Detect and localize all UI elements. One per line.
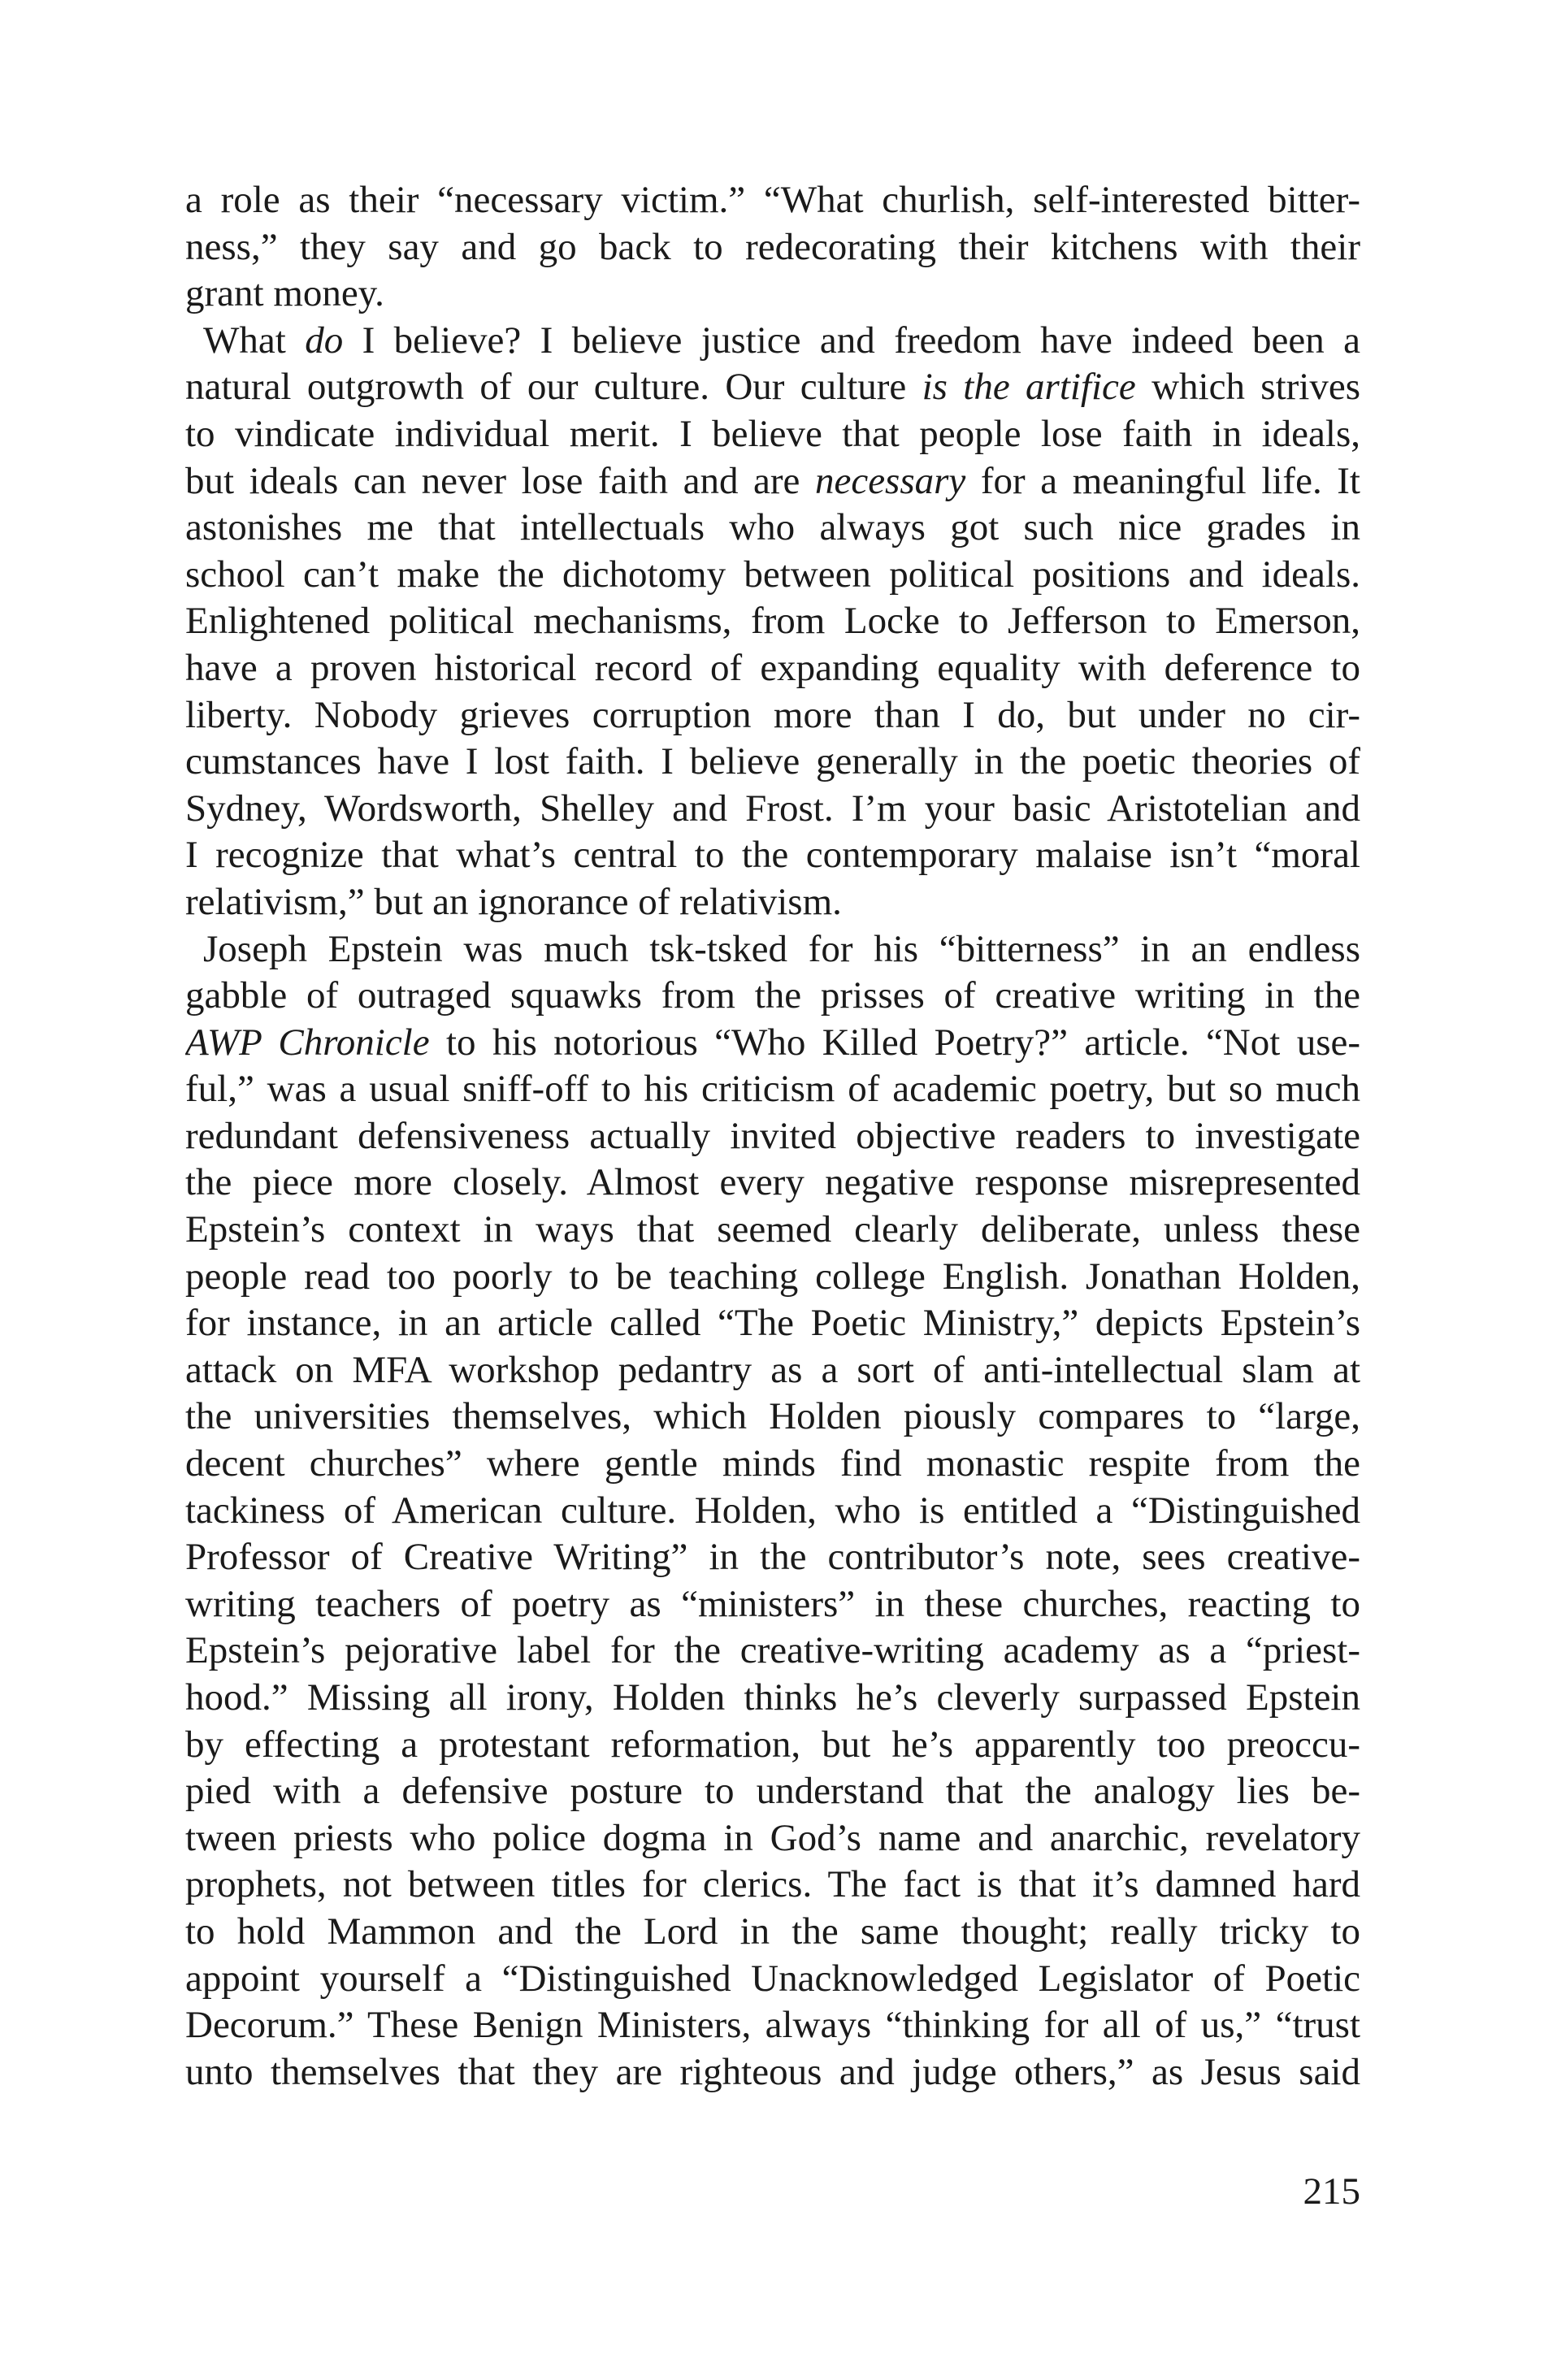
text-line <box>185 1956 1360 2003</box>
text-line <box>185 1254 1360 1301</box>
text-segment: tackiness of American culture. Holden, who is entitled a “Distinguished <box>185 1489 1360 1532</box>
body-text <box>185 177 1360 2096</box>
text-line <box>185 1300 1360 1347</box>
text-line <box>185 1581 1360 1628</box>
text-segment: Epstein’s pejorative label for the creative-writing academy as a “priest- <box>185 1629 1360 1672</box>
text-line <box>185 318 1360 365</box>
italic-text: do <box>305 319 344 362</box>
text-line <box>185 879 1360 926</box>
text-segment: Joseph Epstein was much tsk-tsked for his “bitterness” in an endless <box>203 927 1360 970</box>
text-segment: for instance, in an article called “The Poetic Ministry,” depicts Epstein’s <box>185 1302 1360 1345</box>
text-line <box>185 177 1360 224</box>
text-segment: liberty. Nobody grieves corruption more than I do, but under no cir- <box>185 693 1360 736</box>
text-segment: gabble of outraged squawks from the prisses of creative writing in the <box>185 974 1360 1017</box>
text-line <box>185 505 1360 552</box>
text-segment: natural outgrowth of our culture. Our culture <box>185 366 922 409</box>
text-segment: writing teachers of poetry as “ministers” in these churches, reacting to <box>185 1582 1360 1625</box>
text-line <box>185 2002 1360 2049</box>
text-line <box>185 1160 1360 1207</box>
text-line <box>185 1066 1360 1113</box>
text-line <box>185 1020 1360 1067</box>
text-segment: a role as their “necessary victim.” “What churlish, self-interested bitter- <box>185 179 1360 221</box>
text-line <box>185 1113 1360 1160</box>
text-segment: attack on MFA workshop pedantry as a sort of anti-intellectual slam at <box>185 1348 1360 1391</box>
text-segment: have a proven historical record of expanding equality with deference to <box>185 646 1360 689</box>
text-line <box>185 1534 1360 1581</box>
text-segment: redundant defensiveness actually invited objective readers to investigate <box>185 1114 1360 1157</box>
text-line <box>185 364 1360 411</box>
text-line <box>185 926 1360 973</box>
text-segment: Sydney, Wordsworth, Shelley and Frost. I’m your basic Aristotelian and <box>185 787 1360 830</box>
text-segment: I believe? I believe justice and freedom have indeed been a <box>343 319 1360 362</box>
text-segment: which strives <box>1135 366 1360 409</box>
text-line <box>185 458 1360 505</box>
text-line <box>185 552 1360 599</box>
text-line <box>185 692 1360 739</box>
text-segment: prophets, not between titles for clerics. The fact is that it’s damned hard <box>185 1863 1360 1906</box>
text-line <box>185 1675 1360 1722</box>
text-segment: to vindicate individual merit. I believe that people lose faith in ideals, <box>185 412 1360 455</box>
text-line <box>185 411 1360 458</box>
text-line <box>185 786 1360 833</box>
text-segment: people read too poorly to be teaching college English. Jonathan Holden, <box>185 1255 1360 1298</box>
text-segment: relativism,” but an ignorance of relativism. <box>185 880 842 923</box>
text-line <box>185 224 1360 271</box>
text-line <box>185 1488 1360 1535</box>
text-segment: decent churches” where gentle minds find monastic respite from the <box>185 1442 1360 1485</box>
text-line <box>185 832 1360 879</box>
text-line <box>185 645 1360 692</box>
text-segment: What <box>203 319 306 362</box>
text-segment: appoint yourself a “Distinguished Unacknowledged Legislator of Poetic <box>185 1957 1360 2000</box>
text-line <box>185 973 1360 1020</box>
text-segment: cumstances have I lost faith. I believe generally in the poetic theories of <box>185 740 1360 783</box>
text-line <box>185 1768 1360 1815</box>
text-segment: ness,” they say and go back to redecorating their kitchens with their <box>185 225 1360 268</box>
text-segment: by effecting a protestant reformation, but he’s apparently too preoccu- <box>185 1723 1360 1766</box>
page-number: 215 <box>1303 2170 1360 2213</box>
text-segment: Enlightened political mechanisms, from Locke to Jefferson to Emerson, <box>185 600 1360 643</box>
text-segment: Epstein’s context in ways that seemed clearly deliberate, unless these <box>185 1208 1360 1251</box>
text-segment: unto themselves that they are righteous and judge others,” as Jesus said <box>185 2050 1360 2093</box>
text-segment: to his notorious “Who Killed Poetry?” article. “Not use- <box>429 1021 1360 1064</box>
text-segment: I recognize that what’s central to the contemporary malaise isn’t “moral <box>185 834 1360 877</box>
text-line <box>185 598 1360 645</box>
text-line <box>185 1909 1360 1956</box>
text-line <box>185 2049 1360 2096</box>
text-line <box>185 1207 1360 1254</box>
text-segment: for a meaningful life. It <box>965 459 1360 502</box>
text-line <box>185 1862 1360 1909</box>
text-segment: the universities themselves, which Holden piously compares to “large, <box>185 1395 1360 1438</box>
text-segment: Professor of Creative Writing” in the contributor’s note, sees creative- <box>185 1536 1360 1579</box>
text-line <box>185 1441 1360 1488</box>
text-line <box>185 739 1360 786</box>
text-line <box>185 1347 1360 1394</box>
text-segment: to hold Mammon and the Lord in the same thought; really tricky to <box>185 1910 1360 1953</box>
italic-text: necessary <box>814 459 966 502</box>
text-line <box>185 1815 1360 1862</box>
text-segment: ful,” was a usual sniff-off to his criticism of academic poetry, but so much <box>185 1068 1360 1111</box>
text-line <box>185 271 1360 318</box>
italic-text: AWP Chronicle <box>185 1021 430 1064</box>
text-segment: hood.” Missing all irony, Holden thinks he’s cleverly surpassed Epstein <box>185 1676 1360 1719</box>
text-line <box>185 1722 1360 1769</box>
text-segment: but ideals can never lose faith and are <box>185 459 815 502</box>
text-segment: astonishes me that intellectuals who always got such nice grades in <box>185 506 1360 549</box>
text-segment: school can’t make the dichotomy between political positions and ideals. <box>185 553 1360 596</box>
text-segment: grant money. <box>185 272 384 315</box>
text-line <box>185 1394 1360 1441</box>
text-segment: the piece more closely. Almost every negative response misrepresented <box>185 1161 1360 1204</box>
text-segment: Decorum.” These Benign Ministers, always “thinking for all of us,” “trust <box>185 2004 1360 2047</box>
text-line <box>185 1628 1360 1675</box>
text-segment: pied with a defensive posture to understand that the analogy lies be- <box>185 1770 1360 1813</box>
italic-text: is the artifice <box>922 366 1136 409</box>
text-segment: tween priests who police dogma in God’s name and anarchic, revelatory <box>185 1816 1360 1859</box>
